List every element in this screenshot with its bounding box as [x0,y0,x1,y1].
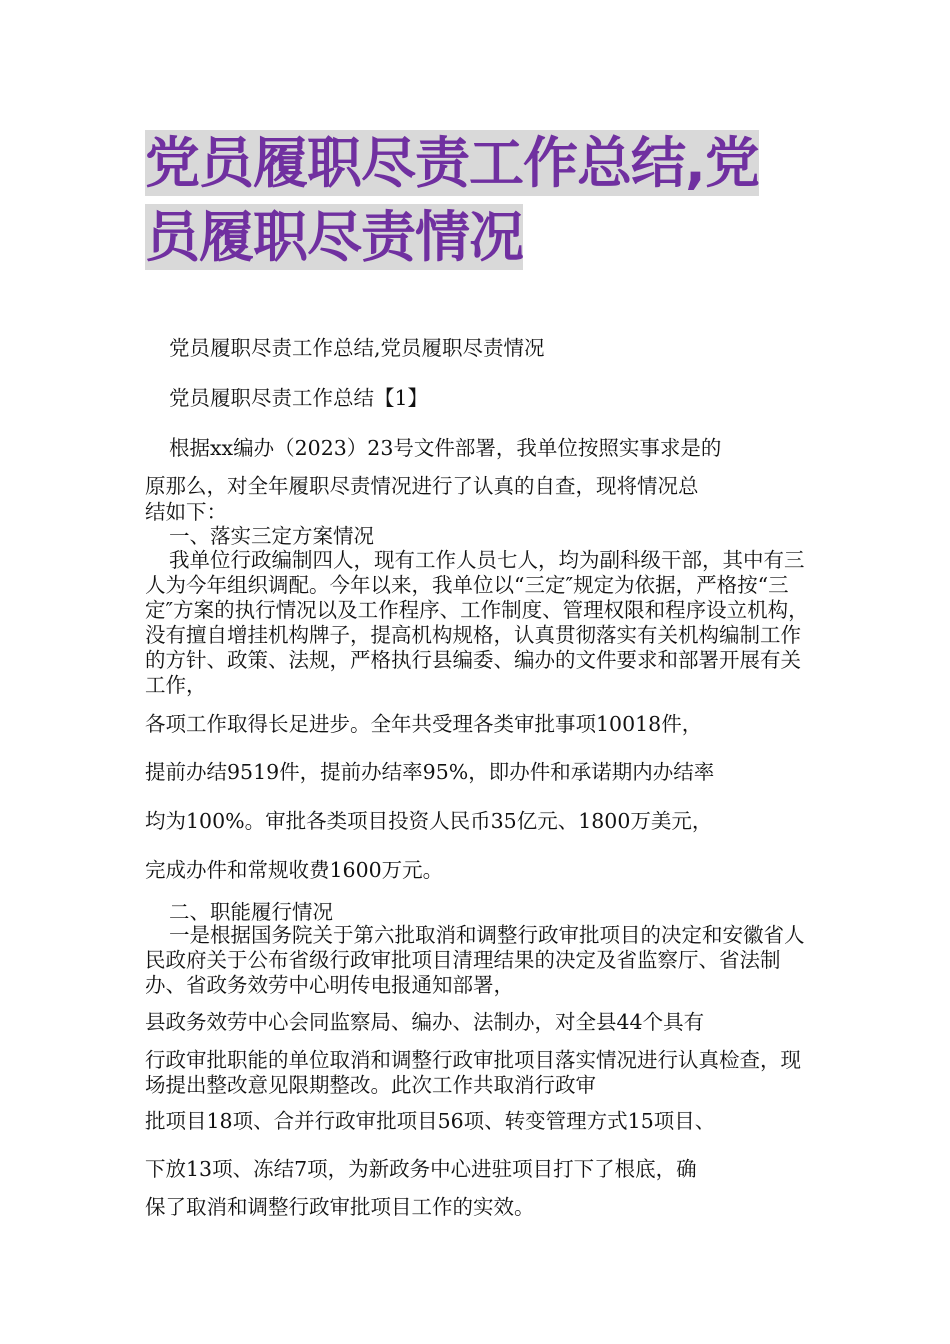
title-line-1: 党员履职尽责工作总结,党 [145,131,759,195]
intro-line-1: 根据xx编办（2023）23号文件部署，我单位按照实事求是的 [169,436,722,460]
paragraph-2-line-5: 下放13项、冻结7项，为新政务中心进驻项目打下了根底，确 [145,1157,697,1181]
paragraph-1: 我单位行政编制四人，现有工作人员七人，均为副科级干部，其中有三人为今年组织调配。今年以来，我单位以“三定″规定为依据，严格按“三定″方案的执行情况以及工作程序、工作制度、管理权限和程序设立机构，没有擅自增挂机构牌子，提高机构规格，认真贯彻落实有关机构编制工作的方针、政策、法规，严格执行县编委、编办的文件要求和部署开展有关工作， [145,548,809,697]
heading-2: 二、职能履行情况 [169,900,333,924]
paragraph-1-line-4: 均为100%。审批各类项目投资人民币35亿元、1800万美元， [145,809,713,833]
paragraph-1-line-5: 完成办件和常规收费1600万元。 [145,858,444,882]
document-title [145,130,825,278]
paragraph-2-line-4: 批项目18项、合并行政审批项目56项、转变管理方式15项目、 [145,1109,716,1133]
paragraph-2-line-3: 行政审批职能的单位取消和调整行政审批项目落实情况进行认真检查，现场提出整改意见限期整改。此次工作共取消行政审 [145,1048,801,1097]
section-heading: 党员履职尽责工作总结【1】 [169,386,429,410]
heading-1: 一、落实三定方案情况 [169,524,374,548]
paragraph-2: 一是根据国务院关于第六批取消和调整行政审批项目的决定和安徽省人民政府关于公布省级行政审批项目清理结果的决定及省监察厅、省法制办、省政务效劳中心明传电报通知部署， [145,923,805,997]
title-line-2: 员履职尽责情况 [145,205,524,269]
paragraph-2-line-6: 保了取消和调整行政审批项目工作的实效。 [145,1195,535,1219]
paragraph-2-line-2: 县政务效劳中心会同监察局、编办、法制办，对全县44个具有 [145,1010,705,1034]
paragraph-1-line-3: 提前办结9519件，提前办结率95%，即办件和承诺期内办结率 [145,760,715,784]
intro-line-2: 原那么，对全年履职尽责情况进行了认真的自查，现将情况总 [145,474,699,498]
paragraph-1-line-2: 各项工作取得长足进步。全年共受理各类审批事项10018件， [145,712,703,736]
subtitle: 党员履职尽责工作总结,党员履职尽责情况 [169,336,545,360]
intro-line-3: 结如下： [145,500,227,524]
